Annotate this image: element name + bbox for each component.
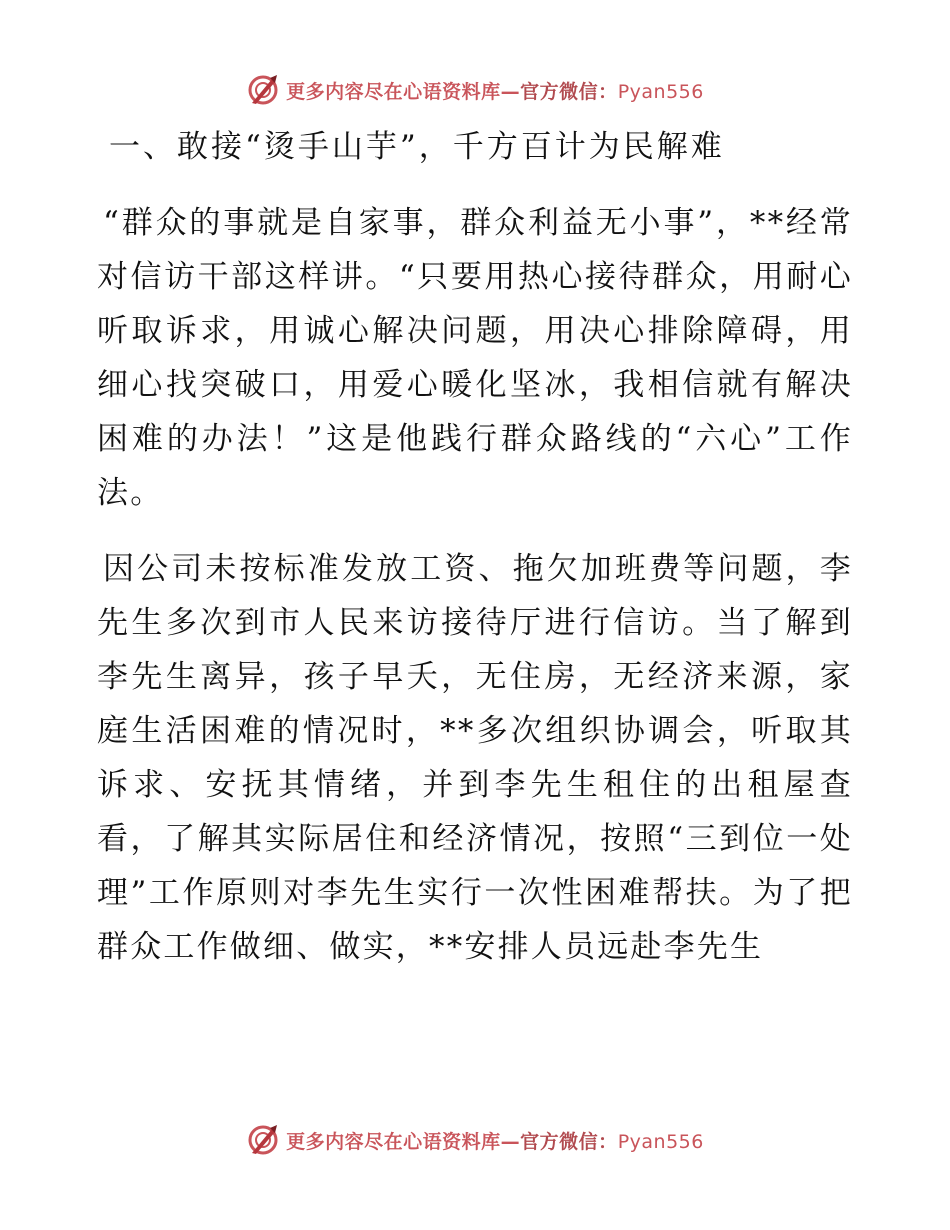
- document-body: [97, 120, 853, 974]
- banner-wechat-label: 官方微信：: [520, 1130, 618, 1153]
- banner-dash: —: [500, 80, 521, 103]
- banner-main-text: 更多内容尽在心语资料库: [286, 1130, 501, 1153]
- section-heading: 一、敢接“烫手山芋”，千方百计为民解难: [109, 129, 725, 165]
- paragraph-1: “群众的事就是自家事，群众利益无小事”，**经常对信访干部这样讲。“只要用热心接待群众，用耐心听取诉求，用诚心解决问题，用决心排除障碍，用细心找突破口，用爱心暖化坚冰，我相信就有解决困难的办法！”这是他践行群众路线的“六心”工作法。: [97, 205, 853, 511]
- footer-banner: [0, 1120, 950, 1160]
- banner-main-text: 更多内容尽在心语资料库: [286, 80, 501, 103]
- banner-dash: —: [500, 1130, 521, 1153]
- quill-seal-icon: [246, 73, 280, 107]
- banner-wechat-id: Pyan556: [617, 1130, 704, 1153]
- paragraph-2: 因公司未按标准发放工资、拖欠加班费等问题，李先生多次到市人民来访接待厅进行信访。当了解到李先生离异，孩子早夭，无住房，无经济来源，家庭生活困难的情况时，**多次组织协调会，听取其诉求、安抚其情绪，并到李先生租住的出租屋查看，了解其实际居住和经济情况，按照“三到位一处理”工作原则对李先生实行一次性困难帮扶。为了把群众工作做细、做实，**安排人员远赴李先生: [97, 551, 853, 965]
- quill-seal-icon: [246, 1123, 280, 1157]
- banner-text: [286, 1127, 704, 1154]
- banner-text: [286, 77, 704, 104]
- banner-wechat-label: 官方微信：: [520, 80, 618, 103]
- banner-wechat-id: Pyan556: [617, 80, 704, 103]
- header-banner: [0, 70, 950, 110]
